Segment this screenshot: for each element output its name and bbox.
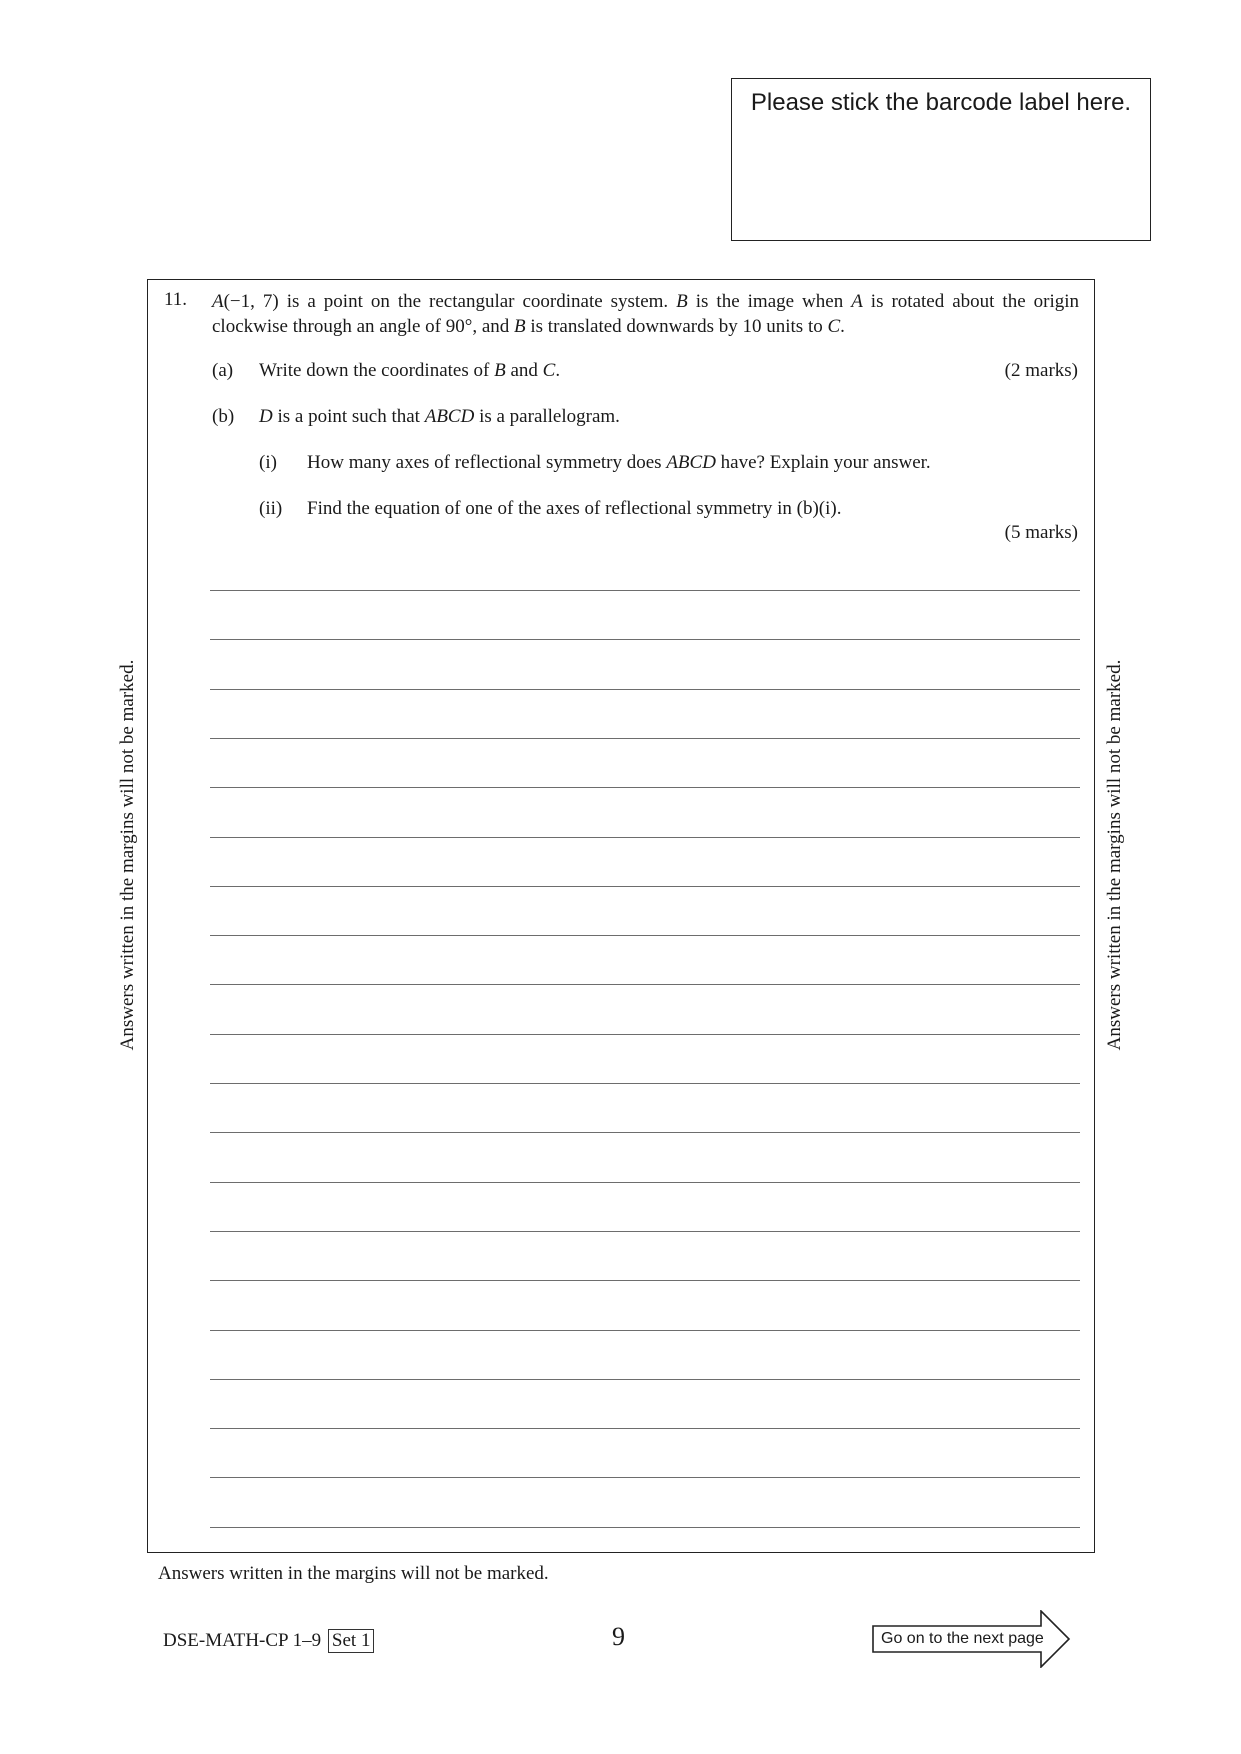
answer-line	[210, 1330, 1080, 1331]
margin-notice-right: Answers written in the margins will not be marked.	[1104, 659, 1125, 1051]
answer-line	[210, 689, 1080, 690]
page-number: 9	[612, 1622, 625, 1651]
part-b-label: (b)	[212, 406, 235, 427]
answer-line	[210, 935, 1080, 936]
margin-notice-left: Answers written in the margins will not be marked.	[117, 659, 138, 1051]
part-b-i-label: (i)	[259, 452, 277, 473]
part-b-i-text: How many axes of reflectional symmetry does ABCD have? Explain your answer.	[307, 452, 931, 473]
answer-line	[210, 1428, 1080, 1429]
answer-line	[210, 1527, 1080, 1528]
answer-line	[210, 1132, 1080, 1133]
barcode-instruction: Please stick the barcode label here.	[750, 89, 1132, 116]
answer-line	[210, 1379, 1080, 1380]
answer-line	[210, 1083, 1080, 1084]
answer-line	[210, 886, 1080, 887]
answer-line	[210, 1280, 1080, 1281]
part-a-text: Write down the coordinates of B and C.	[259, 360, 561, 381]
barcode-label-area	[731, 78, 1151, 241]
answer-line	[210, 639, 1080, 640]
part-b-marks: (5 marks)	[1004, 522, 1078, 543]
part-b-ii-text: Find the equation of one of the axes of reflectional symmetry in (b)(i).	[307, 498, 842, 519]
answer-line	[210, 1231, 1080, 1232]
margin-notice-bottom: Answers written in the margins will not be marked.	[158, 1563, 549, 1584]
answer-line	[210, 787, 1080, 788]
answer-line	[210, 590, 1080, 591]
part-a-label: (a)	[212, 360, 234, 381]
answer-line	[210, 1034, 1080, 1035]
part-b-ii-label: (ii)	[259, 498, 283, 519]
set-label: Set 1	[328, 1629, 375, 1653]
answer-line	[210, 984, 1080, 985]
part-b-text: D is a point such that ABCD is a parallelogram.	[259, 406, 620, 427]
answer-line	[210, 1477, 1080, 1478]
answer-line	[210, 837, 1080, 838]
question-stem: A(−1, 7) is a point on the rectangular coordinate system. B is the image when A is rotated about the origin clockwise through an angle of 90°, and B is translated downwards by 10 units to C.	[212, 291, 1079, 337]
answer-line	[210, 738, 1080, 739]
part-a-marks: (2 marks)	[1004, 360, 1078, 381]
question-number: 11.	[164, 289, 188, 310]
answer-line	[210, 1182, 1080, 1183]
paper-code: DSE-MATH-CP 1–9 Set 1	[163, 1629, 374, 1653]
next-page-text: Go on to the next page	[881, 1630, 1044, 1647]
next-page-arrow	[872, 1610, 1072, 1668]
